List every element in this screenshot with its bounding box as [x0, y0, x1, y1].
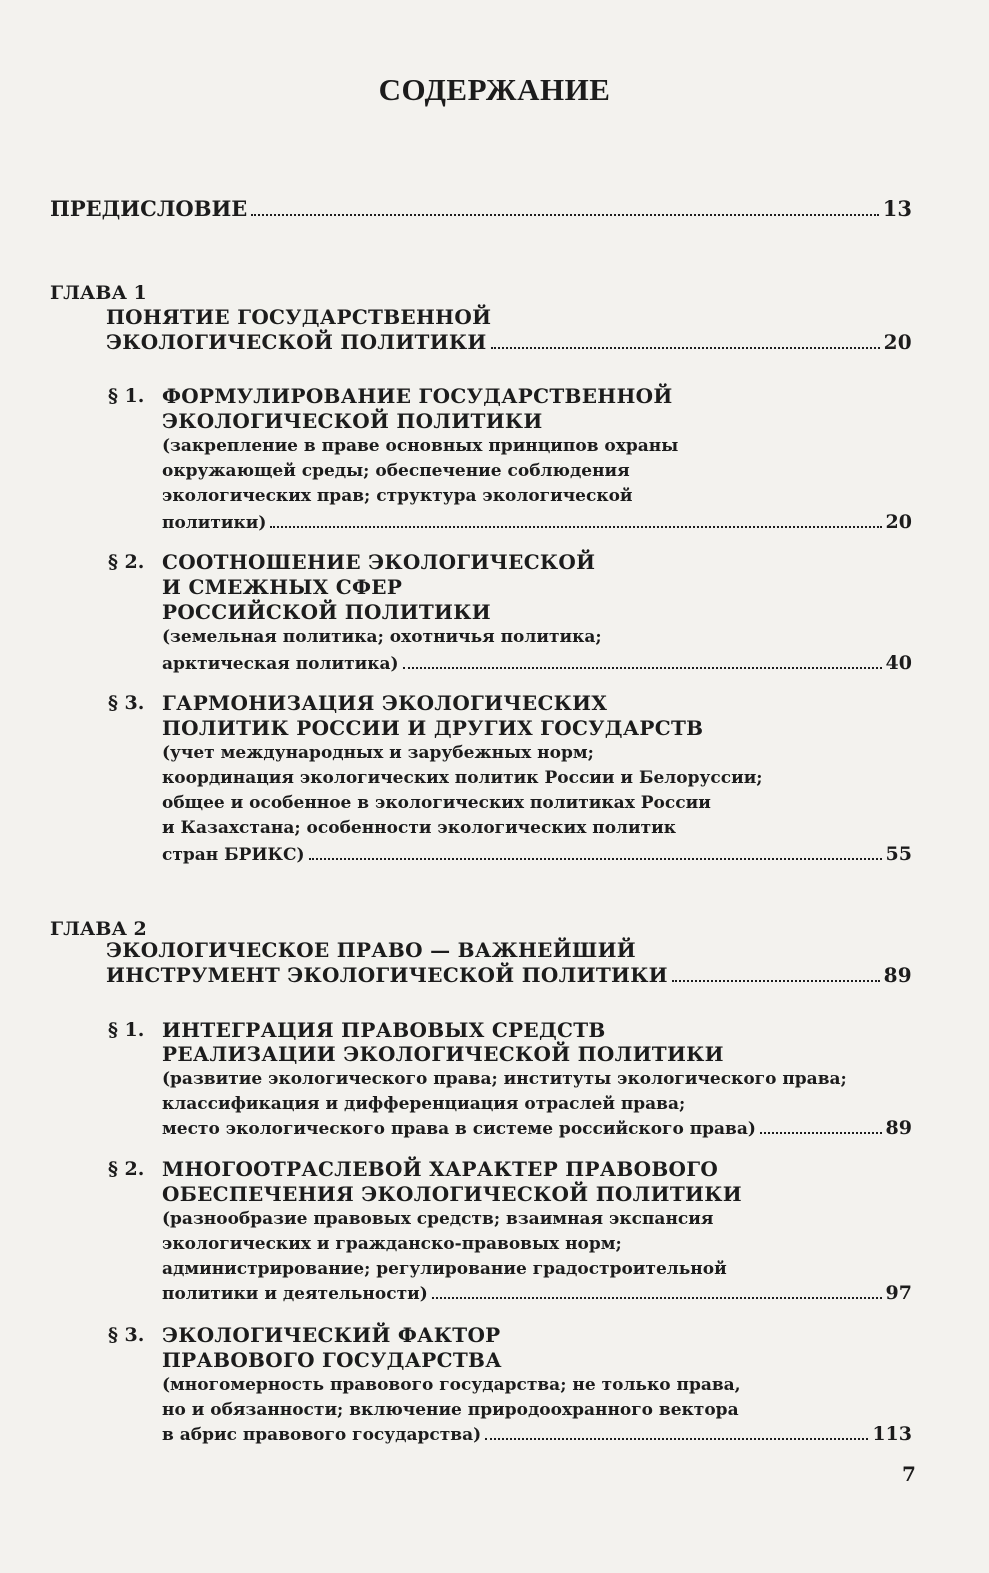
leader-dots [309, 844, 882, 860]
section-desc-line: и Казахстана; особенности экологических политик [162, 818, 677, 838]
section-desc-line: (развитие экологического права; институты экологического права; [162, 1069, 847, 1089]
section-desc-line: в абрис правового государства) [162, 1425, 482, 1445]
section-title-line: РЕАЛИЗАЦИИ ЭКОЛОГИЧЕСКОЙ ПОЛИТИКИ [162, 1042, 724, 1066]
toc-label: ПРЕДИСЛОВИЕ [50, 196, 248, 221]
section-number: § 2. [108, 1158, 145, 1180]
leader-dots [403, 653, 882, 669]
section-title-line: ФОРМУЛИРОВАНИЕ ГОСУДАРСТВЕННОЙ [162, 384, 673, 408]
section-title-line: ГАРМОНИЗАЦИЯ ЭКОЛОГИЧЕСКИХ [162, 691, 608, 715]
toc-entry-preface[interactable] [50, 196, 912, 221]
toc-page: 55 [885, 843, 912, 865]
chapter-label: ГЛАВА 2 [50, 918, 147, 940]
toc-entry-chapter-1[interactable] [106, 330, 912, 354]
section-title-line: ПОЛИТИК РОССИИ И ДРУГИХ ГОСУДАРСТВ [162, 716, 704, 740]
section-number: § 3. [108, 1324, 145, 1346]
section-desc-line: арктическая политика) [162, 654, 399, 674]
leader-dots [672, 963, 880, 982]
toc-page: 20 [885, 511, 912, 533]
leader-dots [491, 330, 880, 349]
toc-entry-1-3[interactable] [162, 843, 912, 865]
section-desc-line: экологических прав; структура экологической [162, 486, 633, 506]
section-number: § 2. [108, 551, 145, 573]
section-desc-line: политики и деятельности) [162, 1284, 428, 1304]
section-desc-line: но и обязанности; включение природоохранного вектора [162, 1400, 739, 1420]
toc-entry-2-3[interactable] [162, 1423, 912, 1445]
section-desc-line: (многомерность правового государства; не только права, [162, 1375, 741, 1395]
section-title-line: ЭКОЛОГИЧЕСКОЙ ПОЛИТИКИ [162, 409, 543, 433]
section-title-line: МНОГООТРАСЛЕВОЙ ХАРАКТЕР ПРАВОВОГО [162, 1157, 719, 1181]
section-desc-line: классификация и дифференциация отраслей права; [162, 1094, 686, 1114]
toc-entry-chapter-2[interactable] [106, 963, 912, 987]
chapter-title-line: ПОНЯТИЕ ГОСУДАРСТВЕННОЙ [106, 305, 492, 329]
toc-page: 13 [882, 196, 912, 221]
section-desc-line: стран БРИКС) [162, 845, 305, 865]
section-title-line: ЭКОЛОГИЧЕСКИЙ ФАКТОР [162, 1323, 501, 1347]
section-desc-line: (земельная политика; охотничья политика; [162, 627, 602, 647]
leader-dots [270, 512, 881, 528]
toc-page: 97 [885, 1282, 912, 1304]
leader-dots [432, 1283, 882, 1299]
chapter-title-line: ЭКОЛОГИЧЕСКОЕ ПРАВО — ВАЖНЕЙШИЙ [106, 938, 636, 962]
section-number: § 1. [108, 1019, 145, 1041]
toc-entry-2-2[interactable] [162, 1282, 912, 1304]
toc-page: 89 [885, 1117, 912, 1139]
section-title-line: СООТНОШЕНИЕ ЭКОЛОГИЧЕСКОЙ [162, 550, 596, 574]
section-desc-line: общее и особенное в экологических политиках России [162, 793, 711, 813]
toc-entry-1-2[interactable] [162, 652, 912, 674]
section-desc-line: (разнообразие правовых средств; взаимная экспансия [162, 1209, 714, 1229]
toc-page: 20 [883, 330, 912, 354]
leader-dots [760, 1118, 882, 1134]
leader-dots [485, 1424, 868, 1440]
section-desc-line: место экологического права в системе российского права) [162, 1119, 756, 1139]
section-desc-line: координация экологических политик России и Белоруссии; [162, 768, 763, 788]
section-title-line: ИНТЕГРАЦИЯ ПРАВОВЫХ СРЕДСТВ [162, 1018, 606, 1042]
toc-entry-2-1[interactable] [162, 1117, 912, 1139]
section-desc-line: (учет международных и зарубежных норм; [162, 743, 594, 763]
section-desc-line: администрирование; регулирование градостроительной [162, 1259, 727, 1279]
section-title-line: ОБЕСПЕЧЕНИЯ ЭКОЛОГИЧЕСКОЙ ПОЛИТИКИ [162, 1182, 742, 1206]
section-title-line: РОССИЙСКОЙ ПОЛИТИКИ [162, 600, 491, 624]
section-number: § 3. [108, 692, 145, 714]
toc-page: 113 [872, 1423, 912, 1445]
chapter-title-line: ИНСТРУМЕНТ ЭКОЛОГИЧЕСКОЙ ПОЛИТИКИ [106, 963, 668, 987]
chapter-title-line: ЭКОЛОГИЧЕСКОЙ ПОЛИТИКИ [106, 330, 487, 354]
page-title: СОДЕРЖАНИЕ [378, 72, 611, 107]
section-desc-line: экологических и гражданско-правовых норм; [162, 1234, 622, 1254]
toc-entry-1-1[interactable] [162, 511, 912, 533]
leader-dots [251, 196, 878, 216]
toc-page: 40 [885, 652, 912, 674]
section-title-line: И СМЕЖНЫХ СФЕР [162, 575, 403, 599]
section-desc-line: политики) [162, 513, 267, 533]
page-number: 7 [902, 1462, 916, 1486]
section-desc-line: окружающей среды; обеспечение соблюдения [162, 461, 630, 481]
section-desc-line: (закрепление в праве основных принципов охраны [162, 436, 679, 456]
section-title-line: ПРАВОВОГО ГОСУДАРСТВА [162, 1348, 502, 1372]
toc-page: 89 [883, 963, 912, 987]
section-number: § 1. [108, 385, 145, 407]
chapter-label: ГЛАВА 1 [50, 282, 147, 304]
